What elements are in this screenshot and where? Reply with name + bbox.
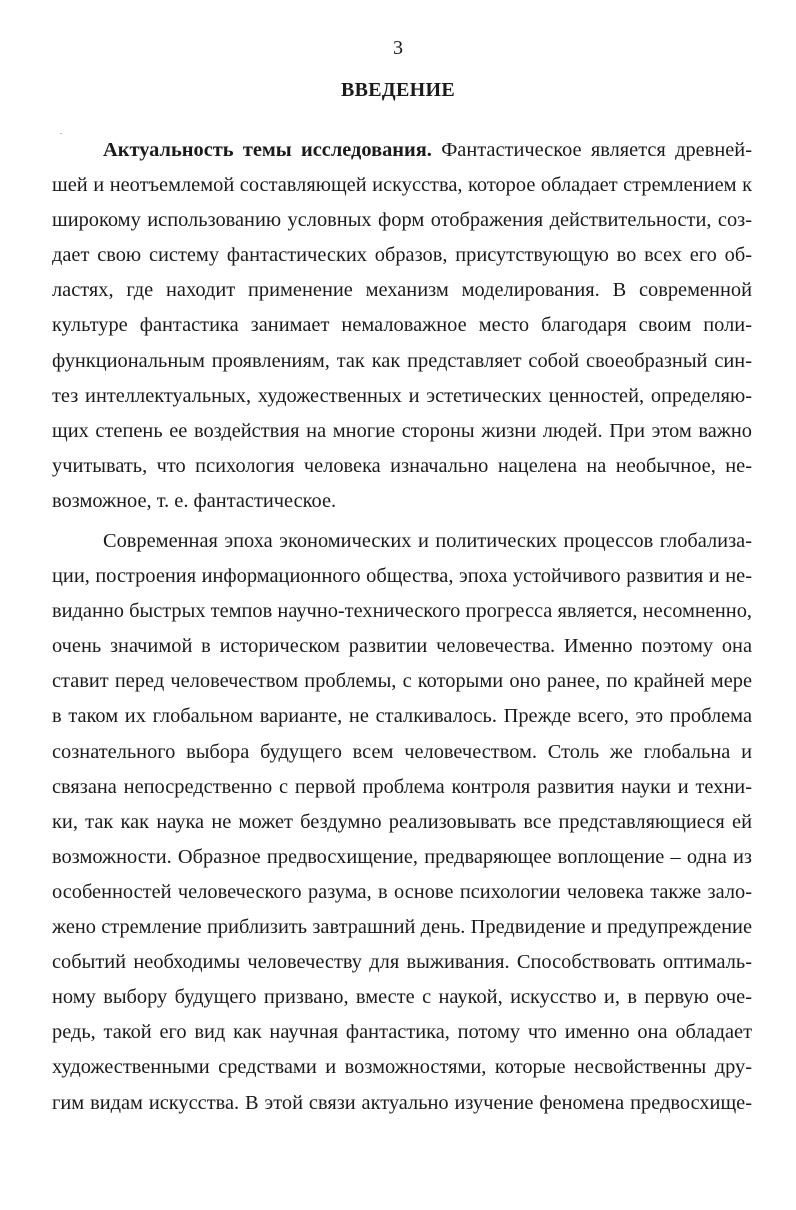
paragraph-line: виданно быстрых темпов научно-технического прогресса является, несомненно, <box>52 600 752 623</box>
paragraph-line: Современная эпоха экономических и политических процессов глобализа- <box>103 530 752 552</box>
paragraph-line: функциональным проявлениям, так как представляет собой своеобразный син- <box>52 349 752 372</box>
paragraph-text: Фантастическое является древней- <box>431 139 752 161</box>
paragraph-line: гим видам искусства. В этой связи актуально изучение феномена предвосхище- <box>52 1091 752 1114</box>
paragraph-line: ставит перед человечеством проблемы, с которыми оно ранее, по крайней мере <box>52 670 752 693</box>
paragraph-line: особенностей человеческого разума, в основе психологии человека также зало- <box>52 880 752 903</box>
paragraph-line: тез интеллектуальных, художественных и эстетических ценностей, определяю- <box>52 384 752 407</box>
paragraph-line: возможности. Образное предвосхищение, предваряющее воплощение – одна из <box>52 845 752 868</box>
paragraph-line: шей и неотъемлемой составляющей искусства, которое обладает стремлением к <box>52 174 752 197</box>
paragraph-line: очень значимой в историческом развитии человечества. Именно поэтому она <box>52 635 752 658</box>
section-heading: ВВЕДЕНИЕ <box>341 79 455 101</box>
page-number: 3 <box>393 37 403 59</box>
paragraph-line: ному выбору будущего призвано, вместе с наукой, искусство и, в первую оче- <box>52 986 752 1009</box>
paragraph-line: ки, так как наука не может бездумно реализовывать все представляющиеся ей <box>52 810 752 833</box>
paragraph-line: ластях, где находит применение механизм моделирования. В современной <box>52 279 752 302</box>
paragraph-line: событий необходимы человечеству для выживания. Способствовать оптималь- <box>52 951 752 974</box>
paragraph-line: возможное, т. е. фантастическое. <box>52 489 337 512</box>
paragraph-line: редь, такой его вид как научная фантастика, потому что именно она обладает <box>52 1021 752 1044</box>
paragraph-line: сознательного выбора будущего всем человечеством. Столь же глобальна и <box>52 740 752 763</box>
paragraph-line: жено стремление приблизить завтрашний день. Предвидение и предупреждение <box>52 916 752 939</box>
paragraph-line: дает свою систему фантастических образов, присутствующую во всех его об- <box>52 244 752 267</box>
paragraph-line: учитывать, что психология человека изначально нацелена на необычное, не- <box>52 454 752 477</box>
paragraph-line: щих степень ее воздействия на многие стороны жизни людей. При этом важно <box>52 419 752 442</box>
paragraph-relevance <box>52 133 752 519</box>
paragraph-line: культуре фантастика занимает немаловажное место благодаря своим поли- <box>52 314 752 337</box>
paragraph-line: связана непосредственно с первой проблема контроля развития науки и техни- <box>52 775 752 798</box>
paragraph-line: художественными средствами и возможностями, которые несвойственны дру- <box>52 1056 752 1079</box>
paragraph-line <box>52 133 752 168</box>
paragraph-lead: Актуальность темы исследования. <box>103 139 432 161</box>
paragraph-modern-epoch <box>52 524 752 1121</box>
paragraph-line: в таком их глобальном варианте, не сталкивалось. Прежде всего, это проблема <box>52 705 752 728</box>
paragraph-line: ции, построения информационного общества, эпоха устойчивого развития и не- <box>52 565 752 588</box>
paragraph-line: широкому использованию условных форм отображения действительности, соз- <box>52 209 752 232</box>
